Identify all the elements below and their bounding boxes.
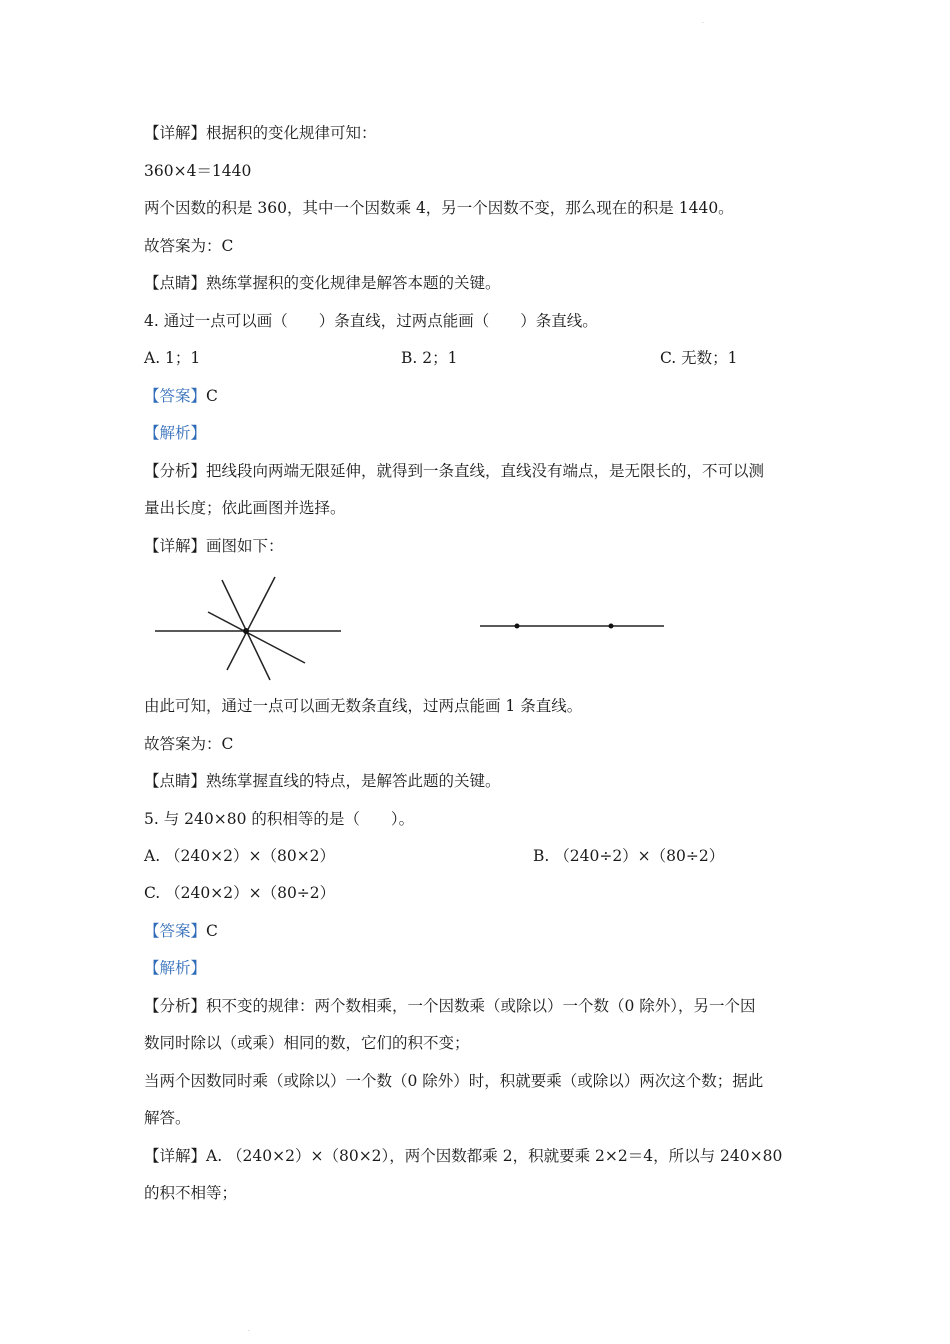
q4-analysis-tag: 【解析】 [144,424,207,442]
q4-answer-tag: 【答案】 [144,387,207,405]
q3-tip: 【点睛】熟练掌握积的变化规律是解答本题的关键。 [144,274,501,292]
q4-question: 4. 通过一点可以画（ ）条直线，过两点能画（ ）条直线。 [144,312,598,330]
q4-answer [144,385,824,407]
corner-mark: · [702,20,704,27]
q4-analysis-line-2: 量出长度；依此画图并选择。 [144,499,346,517]
q5-analysis-line-3: 当两个因数同时乘（或除以）一个数（0 除外）时，积就要乘（或除以）两次这个数；据此 [144,1072,764,1090]
q5-answer-tag: 【答案】 [144,922,207,940]
q5-answer-value: C [206,922,218,940]
q5-detail-line-1: 【详解】A. （240×2）×（80×2），两个因数都乘 2，积就要乘 2×2＝4，所以与 240×80 [144,1147,783,1165]
common-point [243,628,249,634]
q3-answer-line: 故答案为：C [144,237,234,255]
line-through-two-points-figure [476,612,668,640]
q3-detail: 【详解】根据积的变化规律可知： [144,124,377,142]
q4-answer-line: 故答案为：C [144,735,234,753]
q3-calculation: 360×4＝1440 [144,162,252,180]
q5-analysis-line-4: 解答。 [144,1109,191,1127]
q5-detail-line-2: 的积不相等； [144,1184,238,1202]
q5-option-a: A. （240×2）×（80×2） [144,847,336,865]
q5-answer [144,920,824,942]
point-1 [515,624,520,629]
q5-analysis-tag: 【解析】 [144,959,207,977]
q5-option-c: C. （240×2）×（80÷2） [144,884,336,902]
q4-option-a: A. 1；1 [144,349,201,367]
steep-line-2 [227,577,275,670]
q5-question: 5. 与 240×80 的积相等的是（ ）。 [144,810,415,828]
q5-analysis-line-2: 数同时除以（或乘）相同的数，它们的积不变； [144,1034,470,1052]
q3-explanation: 两个因数的积是 360，其中一个因数乘 4，另一个因数不变，那么现在的积是 1440。 [144,199,734,217]
slanted-line [208,612,305,663]
q4-option-c: C. 无数；1 [660,349,738,367]
point-2 [609,624,614,629]
q4-tip: 【点睛】熟练掌握直线的特点，是解答此题的关键。 [144,772,501,790]
q4-detail: 【详解】画图如下： [144,537,284,555]
q4-analysis-line-1: 【分析】把线段向两端无限延伸，就得到一条直线，直线没有端点，是无限长的，不可以测 [144,462,765,480]
q4-conclusion: 由此可知，通过一点可以画无数条直线，过两点能画 1 条直线。 [144,697,583,715]
footer-mark: · [248,1328,250,1335]
q4-option-b: B. 2；1 [401,349,458,367]
lines-through-one-point-figure [150,572,350,684]
q4-answer-value: C [206,387,218,405]
q5-analysis-line-1: 【分析】积不变的规律：两个数相乘，一个因数乘（或除以）一个数（0 除外），另一个因 [144,997,756,1015]
q5-option-b: B. （240÷2）×（80÷2） [533,847,725,865]
